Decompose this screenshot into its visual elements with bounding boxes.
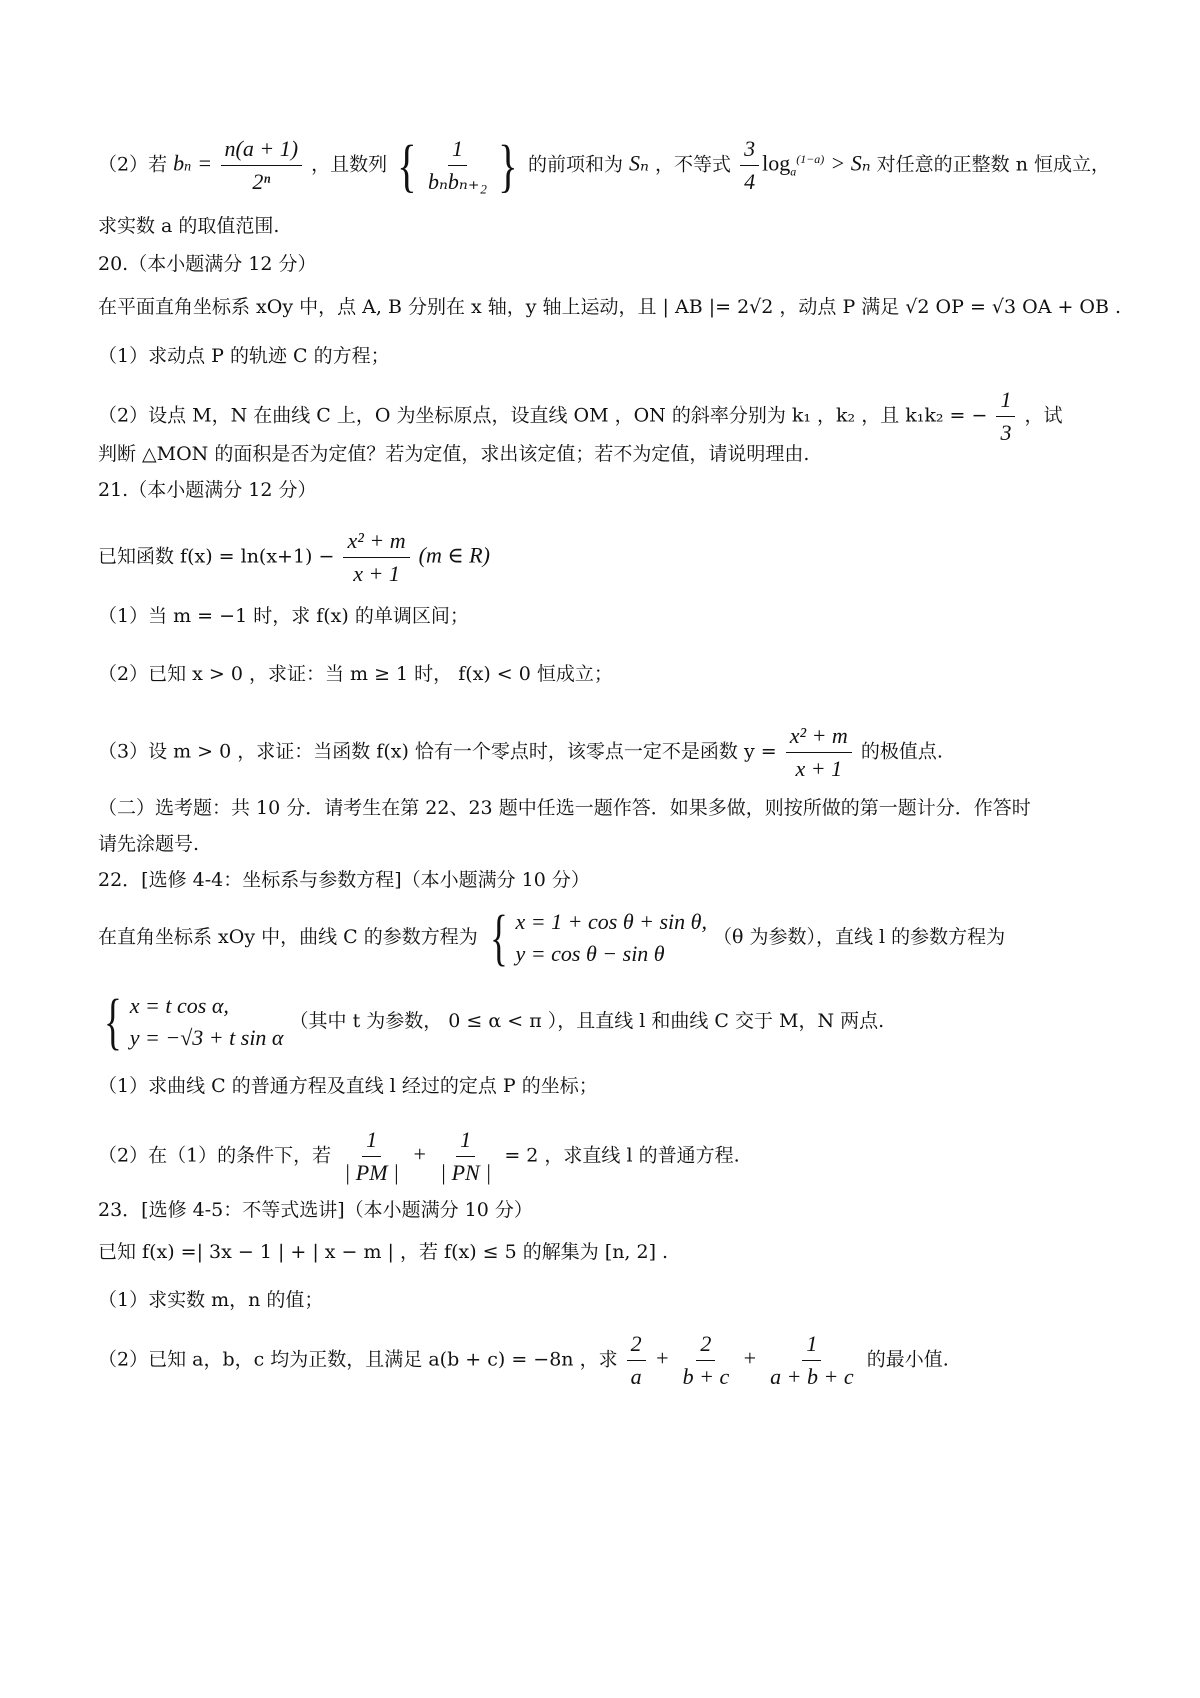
- ineq-denominator: 4: [744, 169, 756, 194]
- bn-denominator: 2ⁿ: [252, 169, 271, 194]
- q20-frac-den: 3: [1000, 420, 1012, 445]
- q23-part1: （1）求实数 m，n 的值；: [98, 1289, 324, 1311]
- q23-frac3: [766, 1330, 857, 1391]
- q19-tail: 对任意的正整数 n 恒成立，: [876, 153, 1110, 176]
- q23-plus1: +: [654, 1345, 670, 1371]
- q23-plus2: +: [742, 1345, 758, 1371]
- q21-part3-fraction: [786, 722, 852, 783]
- q23-frac1-num: 2: [627, 1330, 646, 1361]
- q21-stem-domain: (m ∈ R): [418, 542, 490, 568]
- q21-part3-tail: 的极值点.: [860, 740, 943, 763]
- q21-stem: [98, 527, 1130, 588]
- q22-stem-text: 在直角坐标系 xOy 中，曲线 C 的参数方程为: [98, 926, 478, 948]
- q21-part1: （1）当 m = −1 时，求 f(x) 的单调区间；: [98, 605, 469, 627]
- curve-system: { x = 1 + cos θ + sin θ, y = cos θ − sin θ: [489, 904, 707, 972]
- q22-frac2-den: | PN |: [440, 1160, 492, 1185]
- q22-plus: +: [412, 1141, 428, 1167]
- seq-denominator: bₙbₙ₊₂: [428, 169, 488, 194]
- q23-frac1-den: a: [630, 1364, 642, 1389]
- q21-header: 21.（本小题满分 12 分）: [98, 479, 317, 501]
- ineq-numerator: 3: [740, 135, 759, 166]
- q23-part2: [98, 1330, 1130, 1391]
- q20-header: 20.（本小题满分 12 分）: [98, 253, 317, 275]
- q22-frac2: [436, 1126, 495, 1187]
- q21-part3-den: x + 1: [795, 756, 843, 781]
- q23-frac2-den: b + c: [682, 1364, 730, 1389]
- curve-row1: x = 1 + cos θ + sin θ,: [515, 909, 707, 934]
- ineq-rest: > Sₙ: [830, 150, 871, 176]
- seq-braces: { $\frac{1}{\text{bₙbₙ₊₂}}$ }: [397, 132, 518, 198]
- section2-line1: （二）选考题：共 10 分．请考生在第 22、23 题中任选一题作答．如果多做，则按所做的第一题计分．作答时: [98, 797, 1031, 819]
- line-system: { x = t cos α, y = −√3 + t sin α: [103, 988, 284, 1056]
- q19-mid2: 的前项和为: [527, 153, 623, 176]
- q20-part2-line1: [98, 386, 1130, 447]
- q22-stem-line2: [98, 990, 1130, 1054]
- q22-header: 22．[选修 4-4：坐标系与参数方程]（本小题满分 10 分）: [98, 869, 590, 891]
- q23-frac2-num: 2: [696, 1330, 715, 1361]
- q21-stem-text: 已知函数 f(x) = ln(x+1) −: [98, 545, 335, 568]
- q23-stem: 已知 f(x) =| 3x − 1 | + | x − m | ，若 f(x) ≤ 5 的解集为 [n, 2] .: [98, 1241, 669, 1263]
- bn-numerator: n(a + 1): [221, 135, 303, 166]
- log-symbol: log: [762, 150, 791, 176]
- q22-frac1-num: 1: [362, 1126, 381, 1157]
- q20-part2-tail: ，试: [1024, 404, 1063, 427]
- q20-frac-num: 1: [996, 386, 1015, 417]
- q19-mid1: ，且数列: [311, 153, 388, 176]
- q23-part2-text: （2）已知 a，b，c 均为正数，且满足 a(b + c) = −8n ，求: [98, 1348, 618, 1371]
- q22-frac1-den: | PM |: [344, 1160, 400, 1185]
- q20-fraction: [996, 386, 1015, 447]
- q23-header: 23．[选修 4-5：不等式选讲]（本小题满分 10 分）: [98, 1199, 533, 1221]
- q21-part3: [98, 722, 1130, 783]
- q22-frac1: [340, 1126, 403, 1187]
- q23-frac1: [627, 1330, 646, 1391]
- q22-part2-tail: = 2 ，求直线 l 的普通方程.: [504, 1144, 740, 1167]
- sn-symbol: Sₙ: [629, 150, 649, 176]
- q19-mid3: ，不等式: [655, 153, 732, 176]
- q22-frac2-num: 1: [456, 1126, 475, 1157]
- ineq-fraction: [740, 135, 759, 196]
- section2-line2: 请先涂题号.: [98, 833, 200, 855]
- q21-part2: （2）已知 x > 0 ，求证：当 m ≥ 1 时， f(x) < 0 恒成立；: [98, 663, 613, 685]
- q20-part2-line2: 判断 △MON 的面积是否为定值？若为定值，求出该定值；若不为定值，请说明理由.: [98, 443, 810, 465]
- q20-part1: （1）求动点 P 的轨迹 C 的方程；: [98, 345, 390, 367]
- q22-part1: （1）求曲线 C 的普通方程及直线 l 经过的定点 P 的坐标；: [98, 1075, 598, 1097]
- line-row2: y = −√3 + t sin α: [129, 1025, 284, 1050]
- q23-frac3-num: 1: [802, 1330, 821, 1361]
- q23-part2-tail: 的最小值.: [866, 1348, 949, 1371]
- line-row1: x = t cos α,: [129, 993, 229, 1018]
- q20-stem: 在平面直角坐标系 xOy 中，点 A, B 分别在 x 轴，y 轴上运动，且 | AB |= 2√2 ，动点 P 满足 √2 OP = √3 OA + OB .: [98, 296, 1122, 318]
- q20-part2-text: （2）设点 M，N 在曲线 C 上，O 为坐标原点，设直线 OM ，ON 的斜率分别为 k₁ ，k₂ ，且 k₁k₂ = −: [98, 404, 988, 427]
- bn-fraction: [221, 135, 303, 196]
- q21-part3-text: （3）设 m > 0 ，求证：当函数 f(x) 恰有一个零点时，该零点一定不是函数 y =: [98, 740, 777, 763]
- q19-part2-line2: 求实数 a 的取值范围.: [98, 215, 280, 237]
- curve-row2: y = cos θ − sin θ: [515, 941, 665, 966]
- q21-stem-den: x + 1: [353, 561, 400, 586]
- q22-stem-line1: [98, 906, 1130, 970]
- q19-part2-line1: （2）若 bn = $\frac{n(a + 1)}{\text{2ⁿ}}$ ，且数列 { $\frac{1}{\text{bₙbₙ₊₂}}$ } 的前项和为 Sₙ ，不等式 $\frac{3}{4}$ $\log_a^{(1-a)} > S_n$ 对任意的正整数 n 恒成立，: [98, 132, 1110, 198]
- q22-stem-text3: （其中 t 为参数， 0 ≤ α < π ），且直线 l 和曲线 C 交于 M，N 两点.: [289, 1010, 885, 1032]
- q23-frac3-den: a + b + c: [770, 1364, 854, 1389]
- q21-part3-num: x² + m: [786, 722, 852, 753]
- seq-numerator: 1: [448, 135, 467, 166]
- q23-frac2: [679, 1330, 734, 1391]
- bn-symbol: b: [173, 150, 185, 176]
- q21-stem-num: x² + m: [343, 527, 409, 558]
- q22-part2: [98, 1126, 1130, 1187]
- q21-stem-fraction: [343, 527, 409, 588]
- q22-stem-text2: （θ 为参数），直线 l 的参数方程为: [713, 926, 1006, 948]
- q19-part2-prefix: （2）若: [98, 153, 168, 176]
- q22-part2-text: （2）在（1）的条件下，若: [98, 1144, 332, 1167]
